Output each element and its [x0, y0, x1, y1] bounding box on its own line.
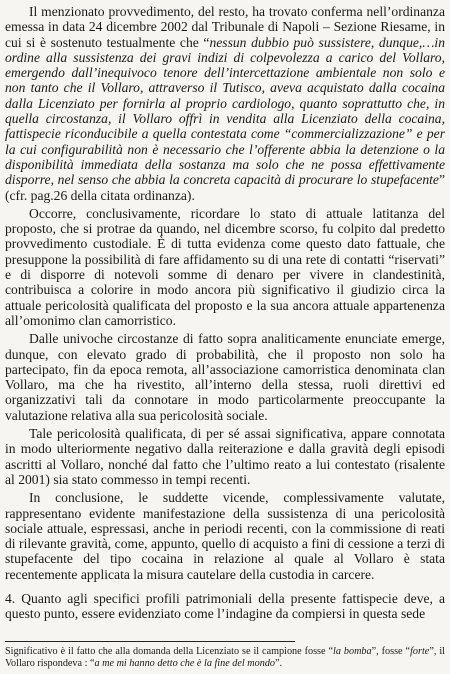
footnote — [5, 646, 445, 670]
paragraph-latitanza — [5, 206, 445, 328]
footnote-segment: forte — [410, 646, 430, 657]
footnote-segment: a me mi hanno detto che è la fine del mondo — [94, 658, 276, 669]
footnote-divider — [5, 641, 295, 642]
text-segment: Il menzionato provvedimento, del resto, ha trovato conferma nell’ordinanza emessa in data 24 dicembre 2002 dal Tribunale di Napoli – Sezione Riesame, in cui si è sostenuto testualmente che “ — [5, 4, 445, 50]
text-segment: ” (cfr. pag.26 della citata ordinanza). — [5, 172, 445, 203]
footnote-segment: Significativo è il fatto che alla domanda della Licenziato se il campione fosse “ — [5, 646, 334, 657]
paragraph-tribunale-riesame — [5, 4, 445, 203]
text-segment: Tale pericolosità qualificata, di per sé assai significativa, appare connotata in modo ulteriormente negativo dalla reiterazione e dalla gravità degli episodi ascritti al Vollaro, nonché dal fatto che l’ultimo reato a lui contestato (risalente al 2001) sia stato commesso in tempi recenti. — [5, 426, 445, 487]
text-segment: Occorre, conclusivamente, ricordare lo stato di attuale latitanza del proposto, che si protrae da quando, nel dicembre scorso, fu colpito dal predetto provvedimento custodiale. È di tutta evidenza come questo dato fattuale, che presuppone la possibilità di fare affidamento su di una rete di contatti “riservati” e di disporre di notevoli somme di denaro per vivere in clandestinità, contribuisca a colorire in modo ancora più significativo il giudizio circa la attuale pericolosità qualificata del proposto e la sua ancora attuale appartenenza all’omonimo clan camorristico. — [5, 205, 445, 328]
paragraph-conclusione — [5, 490, 445, 582]
text-segment: 4. Quanto agli specifici profili patrimoniali della presente fattispecie deve, a questo punto, essere evidenziato come l’indagine da compiersi in questa sede — [5, 590, 445, 622]
document-body — [5, 4, 445, 622]
paragraph-pericolosita — [5, 426, 445, 487]
paragraph-profili-patrimoniali — [5, 591, 445, 622]
text-segment: Dalle univoche circostanze di fatto sopra analiticamente enunciate emerge, dunque, con elevato grado di probabilità, che il proposto non solo ha partecipato, fin da epoca remota, all’associazione camorristica denominata clan Vollaro, ma che ha rivestito, all’interno della stessa, ruoli direttivi ed organizzativi tali da connotare in modo particolarmente preoccupante la valutazione relativa alla sua pericolosità sociale. — [5, 331, 445, 423]
quoted-ordinanza-text: nessun dubbio può sussistere, dunque,…in ordine alla sussistenza dei gravi indizi di colpevolezza a carico del Vollaro, emergendo dall’inequivoco tenore dell’intercettazione ambientale non solo e non tanto che il Vollaro, attraverso il Tutisco, aveva acquistato dalla cocaina dalla Licenziato per fornirla al proprio cardiologo, quanto soprattutto che, in quella circostanza, il Vollaro offrì in vendita alla Licenziato della cocaina, fattispecie riconducibile a quella contestata come “commercializzazione” e per la cui configurabilità non è necessario che l’offerente abbia la detenzione o la disponibilità immediata della sostanza ma solo che ne possa effettivamente disporre, nel senso che abbia la concreta capacità di procurare lo stupefacente — [5, 34, 445, 188]
footnote-segment: ”, fosse “ — [371, 646, 411, 657]
footnote-segment: la bomba — [333, 646, 372, 657]
text-segment: In conclusione, le suddette vicende, complessivamente valutate, rappresentano evidente manifestazione della sussistenza di una pericolosità sociale attuale, espressasi, anche in periodi recenti, con la commissione di reati di rilevante gravità, come, appunto, quello di acquisto a fini di cessione a terzi di stupefacente del tipo cocaina in relazione al quale al Vollaro è stata recentemente applicata la misura cautelare della custodia in carcere. — [5, 490, 445, 582]
paragraph-circostanze — [5, 331, 445, 423]
footnote-segment: ”, il Vollaro rispondeva : “ — [5, 646, 445, 669]
footnote-segment: ”. — [275, 658, 283, 669]
